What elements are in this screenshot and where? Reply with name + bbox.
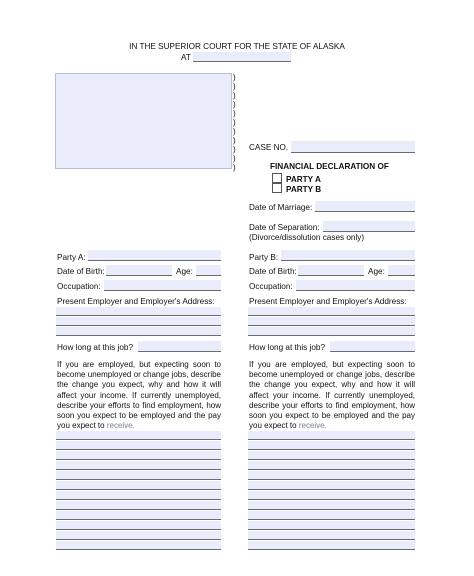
party-a-instructions-text: If you are employed, but expecting soon to become unemployed or change jobs, describe the change you expect, why and how it will affect your income. If currently unemployed, describe your efforts to find employment, how soon you expect to be employed and the pay you expect to xyxy=(57,360,221,431)
party-b-how-long-field[interactable] xyxy=(330,341,415,352)
party-a-explanation-line-2[interactable] xyxy=(56,441,221,450)
party-a-explanation-line-9[interactable] xyxy=(56,511,221,520)
party-b-explanation-line-5[interactable] xyxy=(248,471,415,480)
caption-box-field[interactable] xyxy=(55,73,232,169)
party-a-occupation-label: Occupation: xyxy=(57,282,101,291)
party-a-how-long-label: How long at this job? xyxy=(57,343,134,352)
at-label: AT xyxy=(181,53,191,62)
party-a-instructions-end: receive. xyxy=(106,421,135,431)
party-b-instructions-end: receive. xyxy=(298,421,327,431)
party-a-dob-field[interactable] xyxy=(106,265,172,276)
party-a-employer-label: Present Employer and Employer's Address: xyxy=(57,297,215,306)
party-a-how-long-field[interactable] xyxy=(138,341,221,352)
party-b-occupation-field[interactable] xyxy=(296,280,415,291)
party-a-explanation-line-11[interactable] xyxy=(56,531,221,540)
date-of-marriage-label: Date of Marriage: xyxy=(249,203,313,212)
party-b-occupation-label: Occupation: xyxy=(249,282,293,291)
party-a-employment-instructions xyxy=(57,360,221,431)
party-b-explanation-line-11[interactable] xyxy=(248,531,415,540)
party-b-employer-line-1[interactable] xyxy=(248,307,415,316)
party-a-checkbox[interactable] xyxy=(272,173,282,183)
party-b-explanation-line-2[interactable] xyxy=(248,441,415,450)
party-b-explanation-line-4[interactable] xyxy=(248,461,415,470)
party-a-dob-label: Date of Birth: xyxy=(57,267,105,276)
declaration-title: FINANCIAL DECLARATION OF xyxy=(270,162,389,171)
party-b-explanation-line-9[interactable] xyxy=(248,511,415,520)
party-a-explanation-line-10[interactable] xyxy=(56,521,221,530)
party-b-instructions-text: If you are employed, but expecting soon to become unemployed or change jobs, describe the change you expect, why and how it will affect your income. If currently unemployed, describe your efforts to find employment, how soon you expect to be employed and the pay you expect to xyxy=(249,360,415,431)
party-b-explanation-line-3[interactable] xyxy=(248,451,415,460)
case-no-label: CASE NO. xyxy=(249,143,289,152)
party-a-explanation-line-6[interactable] xyxy=(56,481,221,490)
party-a-occupation-field[interactable] xyxy=(104,280,221,291)
party-b-explanation-line-12[interactable] xyxy=(248,541,415,550)
party-b-dob-label: Date of Birth: xyxy=(249,267,297,276)
party-b-employer-line-3[interactable] xyxy=(248,327,415,336)
date-of-separation-label: Date of Separation: xyxy=(249,223,320,232)
party-b-checkbox-row[interactable] xyxy=(272,183,321,195)
party-b-option-label: PARTY B xyxy=(286,185,322,194)
party-b-employer-label: Present Employer and Employer's Address: xyxy=(249,297,407,306)
party-b-dob-field[interactable] xyxy=(298,265,364,276)
party-b-age-field[interactable] xyxy=(388,265,415,276)
party-a-explanation-line-3[interactable] xyxy=(56,451,221,460)
party-b-explanation-line-1[interactable] xyxy=(248,431,415,440)
party-a-explanation-line-7[interactable] xyxy=(56,491,221,500)
party-a-age-field[interactable] xyxy=(196,265,221,276)
party-b-explanation-line-10[interactable] xyxy=(248,521,415,530)
party-a-explanation-line-5[interactable] xyxy=(56,471,221,480)
party-b-how-long-label: How long at this job? xyxy=(249,343,326,352)
party-b-name-field[interactable] xyxy=(281,250,415,261)
party-a-employer-line-1[interactable] xyxy=(56,307,221,316)
party-a-explanation-line-8[interactable] xyxy=(56,501,221,510)
party-b-explanation-line-7[interactable] xyxy=(248,491,415,500)
party-a-name-field[interactable] xyxy=(88,250,221,261)
case-no-field[interactable] xyxy=(291,141,415,153)
party-a-employer-line-2[interactable] xyxy=(56,317,221,326)
party-a-explanation-line-1[interactable] xyxy=(56,431,221,440)
party-a-explanation-line-4[interactable] xyxy=(56,461,221,470)
party-a-employer-line-3[interactable] xyxy=(56,327,221,336)
party-a-name-label: Party A: xyxy=(57,253,86,262)
at-location-field[interactable] xyxy=(193,52,291,62)
party-b-explanation-line-6[interactable] xyxy=(248,481,415,490)
party-b-employment-instructions xyxy=(249,360,415,431)
party-a-age-label: Age: xyxy=(176,267,193,276)
court-heading: IN THE SUPERIOR COURT FOR THE STATE OF ALASKA xyxy=(129,42,345,51)
party-b-name-label: Party B: xyxy=(249,253,279,262)
separation-note: (Divorce/dissolution cases only) xyxy=(249,233,365,242)
party-b-checkbox[interactable] xyxy=(272,183,282,193)
party-b-employer-line-2[interactable] xyxy=(248,317,415,326)
party-a-option-label: PARTY A xyxy=(286,175,321,184)
date-of-marriage-field[interactable] xyxy=(315,201,415,212)
party-b-age-label: Age: xyxy=(368,267,385,276)
party-a-explanation-line-12[interactable] xyxy=(56,541,221,550)
party-b-explanation-line-8[interactable] xyxy=(248,501,415,510)
date-of-separation-field[interactable] xyxy=(323,221,415,232)
